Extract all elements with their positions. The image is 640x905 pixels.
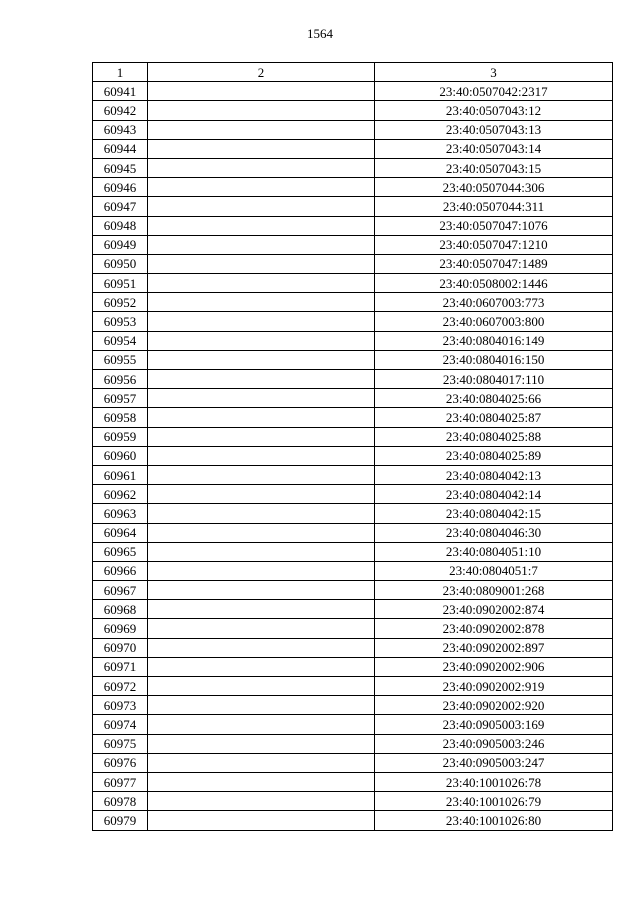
row-number-cell: 60946 bbox=[93, 178, 148, 197]
row-number-cell: 60972 bbox=[93, 677, 148, 696]
empty-cell bbox=[148, 638, 375, 657]
empty-cell bbox=[148, 254, 375, 273]
row-number-cell: 60949 bbox=[93, 235, 148, 254]
row-number-cell: 60950 bbox=[93, 254, 148, 273]
header-col-1: 1 bbox=[93, 63, 148, 82]
row-number-cell: 60960 bbox=[93, 446, 148, 465]
row-number-cell: 60942 bbox=[93, 101, 148, 120]
cadastral-number-cell: 23:40:0905003:246 bbox=[375, 734, 613, 753]
table-row bbox=[93, 216, 613, 235]
table-row bbox=[93, 523, 613, 542]
row-number-cell: 60971 bbox=[93, 657, 148, 676]
row-number-cell: 60961 bbox=[93, 465, 148, 484]
row-number-cell: 60979 bbox=[93, 811, 148, 830]
row-number-cell: 60959 bbox=[93, 427, 148, 446]
row-number-cell: 60975 bbox=[93, 734, 148, 753]
table-row bbox=[93, 312, 613, 331]
row-number-cell: 60965 bbox=[93, 542, 148, 561]
cadastral-number-cell: 23:40:0507047:1210 bbox=[375, 235, 613, 254]
row-number-cell: 60976 bbox=[93, 753, 148, 772]
table-row bbox=[93, 370, 613, 389]
empty-cell bbox=[148, 158, 375, 177]
table-row bbox=[93, 657, 613, 676]
table-row bbox=[93, 465, 613, 484]
row-number-cell: 60962 bbox=[93, 485, 148, 504]
row-number-cell: 60970 bbox=[93, 638, 148, 657]
row-number-cell: 60964 bbox=[93, 523, 148, 542]
cadastral-number-cell: 23:40:0809001:268 bbox=[375, 581, 613, 600]
row-number-cell: 60955 bbox=[93, 350, 148, 369]
empty-cell bbox=[148, 677, 375, 696]
empty-cell bbox=[148, 657, 375, 676]
table-row bbox=[93, 293, 613, 312]
empty-cell bbox=[148, 274, 375, 293]
empty-cell bbox=[148, 331, 375, 350]
table-row bbox=[93, 254, 613, 273]
cadastral-number-cell: 23:40:1001026:80 bbox=[375, 811, 613, 830]
empty-cell bbox=[148, 427, 375, 446]
cadastral-number-cell: 23:40:0507047:1489 bbox=[375, 254, 613, 273]
table-row bbox=[93, 715, 613, 734]
row-number-cell: 60947 bbox=[93, 197, 148, 216]
empty-cell bbox=[148, 715, 375, 734]
empty-cell bbox=[148, 696, 375, 715]
table-row bbox=[93, 792, 613, 811]
empty-cell bbox=[148, 197, 375, 216]
table-row bbox=[93, 274, 613, 293]
cadastral-number-cell: 23:40:0804025:87 bbox=[375, 408, 613, 427]
cadastral-number-cell: 23:40:0804051:7 bbox=[375, 561, 613, 580]
cadastral-number-cell: 23:40:0905003:247 bbox=[375, 753, 613, 772]
cadastral-number-cell: 23:40:0607003:773 bbox=[375, 293, 613, 312]
table-row bbox=[93, 561, 613, 580]
cadastral-number-cell: 23:40:0507043:13 bbox=[375, 120, 613, 139]
row-number-cell: 60951 bbox=[93, 274, 148, 293]
empty-cell bbox=[148, 446, 375, 465]
row-number-cell: 60967 bbox=[93, 581, 148, 600]
empty-cell bbox=[148, 139, 375, 158]
empty-cell bbox=[148, 753, 375, 772]
row-number-cell: 60974 bbox=[93, 715, 148, 734]
cadastral-number-cell: 23:40:0507042:2317 bbox=[375, 82, 613, 101]
table-row bbox=[93, 139, 613, 158]
header-row bbox=[93, 63, 613, 82]
table-row bbox=[93, 120, 613, 139]
cadastral-number-cell: 23:40:0804046:30 bbox=[375, 523, 613, 542]
empty-cell bbox=[148, 600, 375, 619]
empty-cell bbox=[148, 542, 375, 561]
table-row bbox=[93, 734, 613, 753]
empty-cell bbox=[148, 101, 375, 120]
row-number-cell: 60968 bbox=[93, 600, 148, 619]
empty-cell bbox=[148, 792, 375, 811]
cadastral-number-cell: 23:40:0804042:13 bbox=[375, 465, 613, 484]
row-number-cell: 60957 bbox=[93, 389, 148, 408]
header-col-2: 2 bbox=[148, 63, 375, 82]
cadastral-number-cell: 23:40:0507043:12 bbox=[375, 101, 613, 120]
cadastral-number-cell: 23:40:0902002:906 bbox=[375, 657, 613, 676]
empty-cell bbox=[148, 370, 375, 389]
cadastral-number-cell: 23:40:0804042:15 bbox=[375, 504, 613, 523]
cadastral-number-cell: 23:40:0804025:89 bbox=[375, 446, 613, 465]
empty-cell bbox=[148, 216, 375, 235]
empty-cell bbox=[148, 235, 375, 254]
table-row bbox=[93, 178, 613, 197]
table-row bbox=[93, 427, 613, 446]
cadastral-number-cell: 23:40:0804017:110 bbox=[375, 370, 613, 389]
cadastral-number-cell: 23:40:0804016:149 bbox=[375, 331, 613, 350]
cadastral-number-cell: 23:40:0902002:874 bbox=[375, 600, 613, 619]
empty-cell bbox=[148, 350, 375, 369]
table-row bbox=[93, 677, 613, 696]
table-row bbox=[93, 331, 613, 350]
cadastral-number-cell: 23:40:0902002:897 bbox=[375, 638, 613, 657]
table-row bbox=[93, 504, 613, 523]
cadastral-number-cell: 23:40:0607003:800 bbox=[375, 312, 613, 331]
table-row bbox=[93, 101, 613, 120]
table-row bbox=[93, 638, 613, 657]
empty-cell bbox=[148, 312, 375, 331]
cadastral-number-cell: 23:40:0508002:1446 bbox=[375, 274, 613, 293]
table-row bbox=[93, 389, 613, 408]
table-row bbox=[93, 811, 613, 830]
table-row bbox=[93, 485, 613, 504]
row-number-cell: 60941 bbox=[93, 82, 148, 101]
cadastral-number-cell: 23:40:0507043:15 bbox=[375, 158, 613, 177]
empty-cell bbox=[148, 581, 375, 600]
page-number: 1564 bbox=[307, 26, 333, 41]
cadastral-number-cell: 23:40:0507043:14 bbox=[375, 139, 613, 158]
row-number-cell: 60952 bbox=[93, 293, 148, 312]
empty-cell bbox=[148, 389, 375, 408]
table-row bbox=[93, 350, 613, 369]
row-number-cell: 60944 bbox=[93, 139, 148, 158]
empty-cell bbox=[148, 82, 375, 101]
table-row bbox=[93, 408, 613, 427]
row-number-cell: 60973 bbox=[93, 696, 148, 715]
header-col-3: 3 bbox=[375, 63, 613, 82]
table-row bbox=[93, 696, 613, 715]
cadastral-number-cell: 23:40:0507044:311 bbox=[375, 197, 613, 216]
empty-cell bbox=[148, 465, 375, 484]
empty-cell bbox=[148, 811, 375, 830]
table-row bbox=[93, 581, 613, 600]
table-row bbox=[93, 235, 613, 254]
empty-cell bbox=[148, 619, 375, 638]
row-number-cell: 60954 bbox=[93, 331, 148, 350]
empty-cell bbox=[148, 772, 375, 791]
cadastral-number-cell: 23:40:1001026:78 bbox=[375, 772, 613, 791]
table-row bbox=[93, 600, 613, 619]
table-body bbox=[93, 82, 613, 830]
empty-cell bbox=[148, 293, 375, 312]
registry-table bbox=[92, 62, 613, 831]
row-number-cell: 60963 bbox=[93, 504, 148, 523]
cadastral-number-cell: 23:40:0804042:14 bbox=[375, 485, 613, 504]
cadastral-number-cell: 23:40:0902002:919 bbox=[375, 677, 613, 696]
row-number-cell: 60978 bbox=[93, 792, 148, 811]
cadastral-number-cell: 23:40:0905003:169 bbox=[375, 715, 613, 734]
cadastral-number-cell: 23:40:0804016:150 bbox=[375, 350, 613, 369]
row-number-cell: 60945 bbox=[93, 158, 148, 177]
table-row bbox=[93, 158, 613, 177]
row-number-cell: 60977 bbox=[93, 772, 148, 791]
empty-cell bbox=[148, 734, 375, 753]
cadastral-number-cell: 23:40:0902002:878 bbox=[375, 619, 613, 638]
row-number-cell: 60943 bbox=[93, 120, 148, 139]
row-number-cell: 60966 bbox=[93, 561, 148, 580]
table-row bbox=[93, 82, 613, 101]
row-number-cell: 60958 bbox=[93, 408, 148, 427]
row-number-cell: 60956 bbox=[93, 370, 148, 389]
empty-cell bbox=[148, 178, 375, 197]
table-row bbox=[93, 753, 613, 772]
cadastral-number-cell: 23:40:0507044:306 bbox=[375, 178, 613, 197]
table-row bbox=[93, 542, 613, 561]
cadastral-number-cell: 23:40:0804025:66 bbox=[375, 389, 613, 408]
table-row bbox=[93, 197, 613, 216]
table-header bbox=[93, 63, 613, 82]
row-number-cell: 60948 bbox=[93, 216, 148, 235]
empty-cell bbox=[148, 408, 375, 427]
empty-cell bbox=[148, 485, 375, 504]
cadastral-number-cell: 23:40:0804025:88 bbox=[375, 427, 613, 446]
table-row bbox=[93, 772, 613, 791]
cadastral-number-cell: 23:40:1001026:79 bbox=[375, 792, 613, 811]
empty-cell bbox=[148, 504, 375, 523]
empty-cell bbox=[148, 120, 375, 139]
row-number-cell: 60969 bbox=[93, 619, 148, 638]
cadastral-number-cell: 23:40:0902002:920 bbox=[375, 696, 613, 715]
cadastral-number-cell: 23:40:0507047:1076 bbox=[375, 216, 613, 235]
cadastral-number-cell: 23:40:0804051:10 bbox=[375, 542, 613, 561]
empty-cell bbox=[148, 523, 375, 542]
empty-cell bbox=[148, 561, 375, 580]
table-row bbox=[93, 446, 613, 465]
table-row bbox=[93, 619, 613, 638]
row-number-cell: 60953 bbox=[93, 312, 148, 331]
